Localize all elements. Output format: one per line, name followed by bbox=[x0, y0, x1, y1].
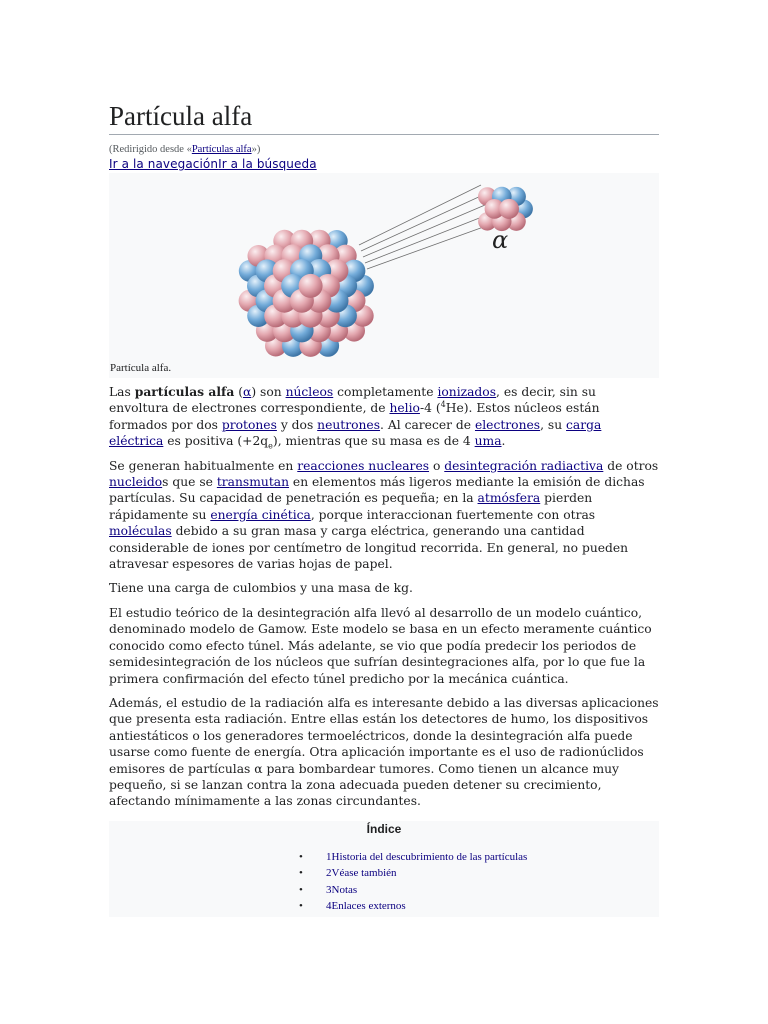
bullet-icon: • bbox=[299, 900, 303, 913]
toc-item-label[interactable]: 1Historia del descubrimiento de las partículas bbox=[326, 850, 528, 863]
redirect-prefix: (Redirigido desde « bbox=[109, 144, 192, 155]
toc-item-label[interactable]: 2Véase también bbox=[326, 867, 397, 880]
paragraph-generation bbox=[109, 458, 659, 573]
figure-caption: Partícula alfa. bbox=[110, 362, 172, 374]
emission-trail-lines bbox=[359, 185, 489, 269]
paragraph-charge-mass: Tiene una carga de culombios y una masa de kg. bbox=[109, 581, 413, 596]
text: , es decir, sin su envoltura de electrones correspondiente, de bbox=[109, 385, 596, 416]
page-title: Partícula alfa bbox=[109, 100, 659, 135]
bullet-icon: • bbox=[299, 850, 303, 863]
text: . bbox=[501, 434, 506, 449]
article-body bbox=[109, 384, 659, 810]
link-uma[interactable]: uma bbox=[474, 434, 502, 449]
paragraph-definition bbox=[109, 384, 659, 450]
text: . Al carecer de bbox=[380, 417, 475, 432]
text: -4 ( bbox=[419, 401, 441, 416]
redirect-notice bbox=[109, 144, 659, 155]
alpha-symbol: α bbox=[492, 226, 509, 254]
link-atmosfera[interactable]: atmósfera bbox=[477, 491, 541, 506]
toc-item-label[interactable]: 3Notas bbox=[326, 883, 358, 896]
link-transmutan[interactable]: transmutan bbox=[216, 475, 290, 490]
link-nucleido[interactable]: nucleido bbox=[109, 475, 163, 490]
toc-item[interactable] bbox=[299, 851, 527, 868]
link-ionizados[interactable]: ionizados bbox=[437, 385, 497, 399]
subscript: e bbox=[268, 441, 273, 451]
article bbox=[109, 100, 659, 917]
paragraph-applications: Además, el estudio de la radiación alfa es interesante debido a las diversas aplicaciones que presenta esta radiación. Entre ellas están los detectores de humo, los dispositivos antiestáticos o los generadores termoeléctricos, donde la desintegración alfa puede usarse como fuente de energía. Otra aplicación importante es el uso de radionúclidos emisores de partículas α para bombardear tumores. Como tienen un alcance muy pequeño, si se lanzan contra la zona adecuada pueden detener su crecimiento, afectando mínimamente a las zonas circundantes. bbox=[109, 695, 659, 809]
toc-list bbox=[299, 851, 527, 917]
text: de otros bbox=[603, 458, 659, 473]
text: ), mientras que su masa es de 4 bbox=[272, 434, 475, 449]
text: o bbox=[429, 458, 445, 473]
link-protones[interactable]: protones bbox=[221, 417, 277, 432]
toc-item[interactable] bbox=[299, 900, 527, 917]
text: , porque interaccionan fuertemente con otras bbox=[310, 507, 596, 522]
text: ) son bbox=[251, 385, 286, 399]
text: en elementos más ligeros mediante la emisión de dichas partículas. Su capacidad de penetración es pequeña; en la bbox=[109, 475, 645, 506]
bullet-icon: • bbox=[299, 883, 303, 896]
toc-item[interactable] bbox=[299, 884, 527, 901]
jump-to-search-link[interactable]: Ir a la búsqueda bbox=[218, 157, 317, 171]
paragraph-gamow-model: El estudio teórico de la desintegración alfa llevó al desarrollo de un modelo cuántico, denominado modelo de Gamow. Este modelo se basa en un efecto meramente cuántico conocido como efecto túnel. Más adelante, se vio que podía predecir los periodos de semidesintegración de los núcleos que sufrían desintegraciones alfa, por lo que fue la primera confirmación del efecto túnel predicho por la mecánica cuántica. bbox=[109, 605, 652, 686]
toc-item[interactable] bbox=[299, 867, 527, 884]
link-carga-electrica[interactable]: carga eléctrica bbox=[109, 417, 602, 449]
text: pierden rápidamente su bbox=[109, 491, 593, 522]
text: y dos bbox=[276, 417, 318, 432]
text: s que se bbox=[162, 475, 217, 490]
text: He). Estos núcleos están formados por dos bbox=[109, 401, 600, 432]
link-energia-cinetica[interactable]: energía cinética bbox=[210, 507, 311, 522]
alpha-particle-figure bbox=[109, 173, 659, 378]
link-moleculas[interactable]: moléculas bbox=[109, 524, 172, 539]
proton-sphere bbox=[499, 199, 519, 219]
jump-links bbox=[109, 157, 659, 171]
proton-sphere bbox=[299, 274, 323, 298]
alpha-emission-illustration bbox=[109, 173, 659, 378]
bold-term: partículas alfa bbox=[134, 384, 235, 399]
alpha-particle bbox=[478, 187, 533, 231]
link-reacciones-nucleares[interactable]: reacciones nucleares bbox=[297, 458, 430, 473]
link-electrones[interactable]: electrones bbox=[474, 417, 541, 432]
text: debido a su gran masa y carga eléctrica, generando una cantidad considerable de iones por centímetro de longitud recorrida. En general, no pueden atravesar espesores de varias hojas de papel. bbox=[109, 524, 629, 572]
link-nucleos[interactable]: núcleos bbox=[285, 385, 334, 399]
table-of-contents bbox=[109, 821, 659, 917]
text: ( bbox=[234, 385, 244, 399]
redirect-suffix: ») bbox=[251, 144, 261, 155]
redirect-source-link[interactable]: Partículas alfa bbox=[191, 144, 252, 155]
link-alpha[interactable]: α bbox=[243, 385, 252, 399]
superscript: 4 bbox=[440, 400, 446, 410]
text: completamente bbox=[333, 385, 438, 399]
link-neutrones[interactable]: neutrones bbox=[317, 417, 381, 432]
bullet-icon: • bbox=[299, 867, 303, 880]
text: Se generan habitualmente en bbox=[109, 458, 298, 473]
toc-title: Índice bbox=[366, 821, 402, 836]
text: , su bbox=[540, 417, 567, 432]
atomic-nucleus bbox=[239, 230, 374, 357]
toc-item-label[interactable]: 4Enlaces externos bbox=[326, 900, 406, 913]
link-desintegracion-radiactiva[interactable]: desintegración radiactiva bbox=[444, 458, 604, 473]
jump-to-navigation-link[interactable]: Ir a la navegación bbox=[109, 157, 219, 171]
text: es positiva (+2q bbox=[163, 434, 269, 449]
link-helio[interactable]: helio bbox=[389, 401, 420, 416]
text: Las bbox=[109, 385, 135, 399]
